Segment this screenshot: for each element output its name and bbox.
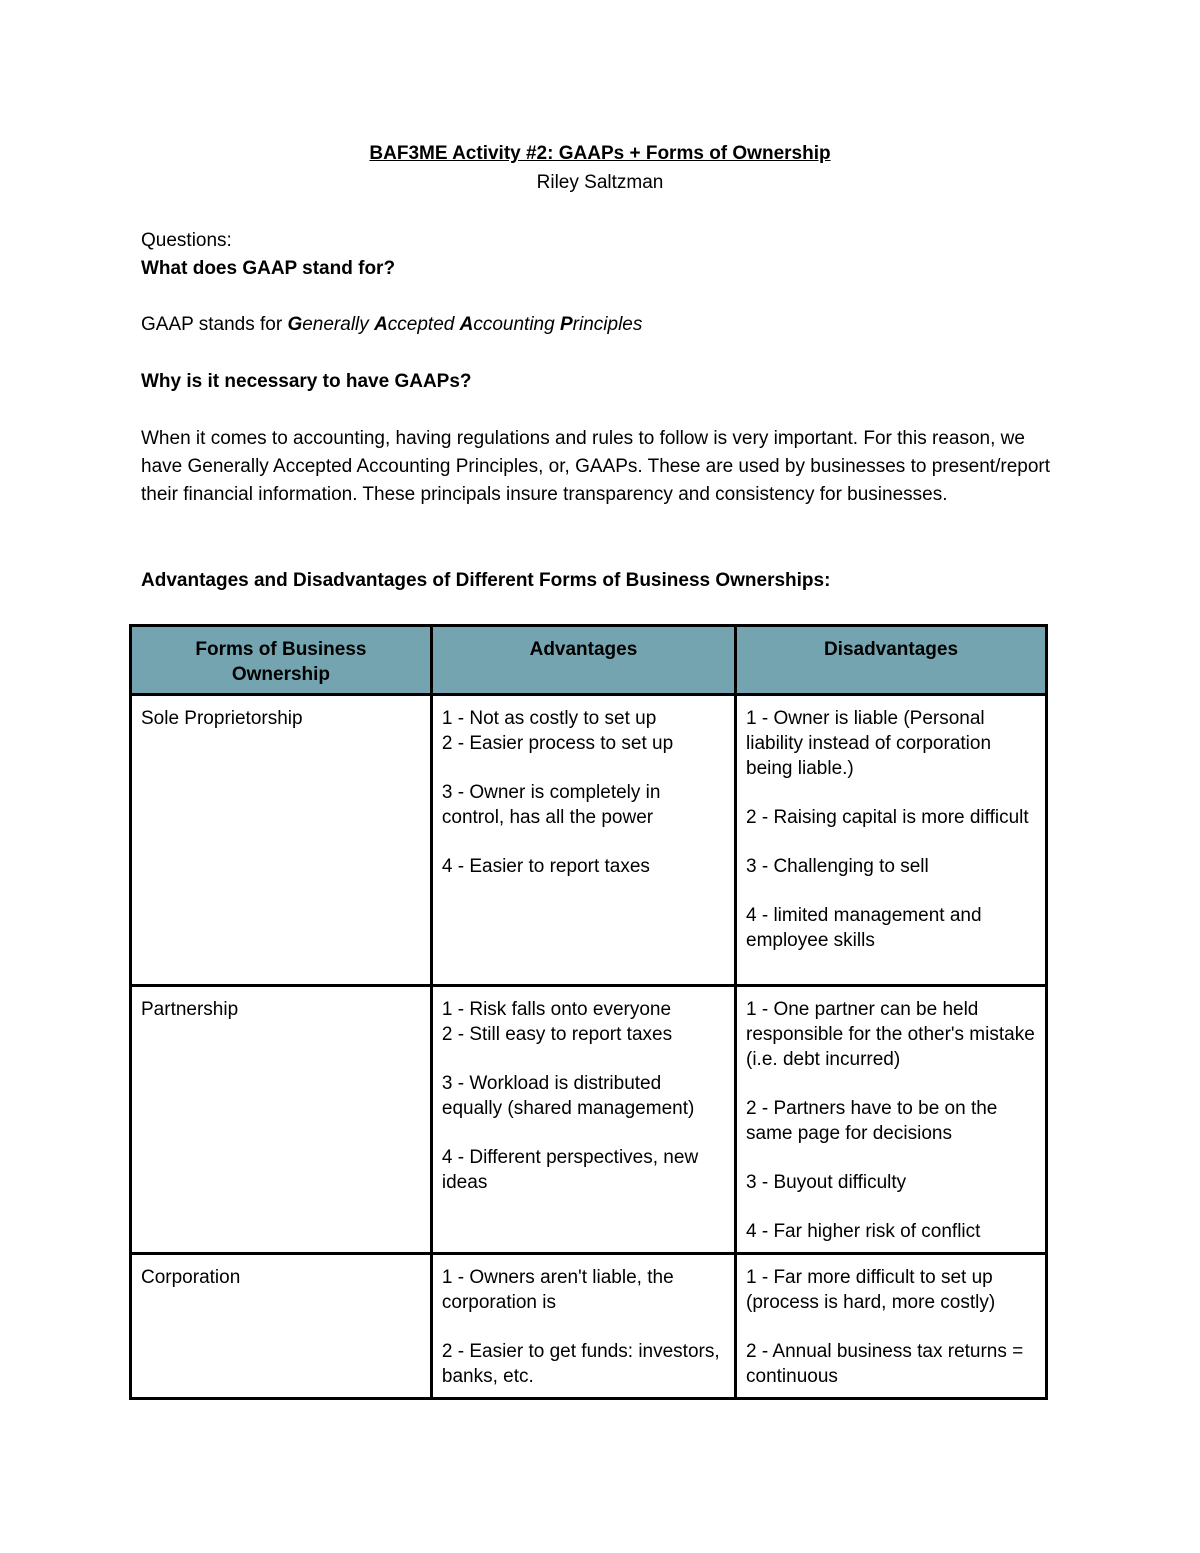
list-item: 2 - Still easy to report taxes	[441, 1024, 673, 1045]
disadvantages-cell	[736, 695, 1047, 986]
table-row	[131, 1254, 1047, 1399]
word-accounting: ccounting	[473, 314, 560, 335]
header-forms: Forms of Business Ownership	[131, 626, 432, 695]
list-item: 2 - Raising capital is more difficult	[746, 807, 1029, 828]
header-advantages: Advantages	[431, 626, 735, 695]
list-item: 4 - Different perspectives, new ideas	[441, 1147, 699, 1193]
list-item: 2 - Partners have to be on the same page for decisions	[746, 1098, 998, 1144]
advantages-cell	[431, 1254, 735, 1399]
list-item: 2 - Easier process to set up	[441, 733, 674, 754]
form-cell: Sole Proprietorship	[131, 695, 432, 986]
form-cell: Partnership	[131, 986, 432, 1254]
list-item: 2 - Easier to get funds: investors, banks, etc.	[441, 1341, 720, 1387]
ownership-table	[129, 624, 1048, 1400]
form-cell: Corporation	[131, 1254, 432, 1399]
list-item: 4 - Far higher risk of conflict	[746, 1221, 981, 1242]
initial-g: G	[287, 314, 303, 335]
list-item: 1 - Owner is liable (Personal liability instead of corporation being liable.)	[746, 708, 992, 779]
table-row	[131, 695, 1047, 986]
answer-2: When it comes to accounting, having regulations and rules to follow is very important. For this reason, we have Generally Accepted Accounting Principles, or, GAAPs. These are used by businesses to present/report their financial information. These principals insure transparency and consistency for businesses.	[141, 428, 1050, 506]
header-disadvantages: Disadvantages	[736, 626, 1047, 695]
word-accepted: ccepted	[387, 314, 460, 335]
answer-1	[141, 311, 1061, 339]
disadvantages-cell	[736, 1254, 1047, 1399]
word-principles: rinciples	[572, 314, 643, 335]
list-item: 3 - Buyout difficulty	[746, 1172, 907, 1193]
question-1: What does GAAP stand for?	[141, 258, 396, 279]
author-name: Riley Saltzman	[536, 172, 664, 193]
initial-a2: A	[459, 314, 474, 335]
table-heading: Advantages and Disadvantages of Different Forms of Business Ownerships:	[141, 570, 831, 591]
question-2: Why is it necessary to have GAAPs?	[141, 371, 472, 392]
disadvantages-cell	[736, 986, 1047, 1254]
table-row	[131, 986, 1047, 1254]
list-item: 1 - Owners aren't liable, the corporation is	[441, 1267, 674, 1313]
list-item: 1 - Far more difficult to set up (process is hard, more costly)	[746, 1267, 996, 1313]
list-item: 2 - Annual business tax returns = continuous	[746, 1341, 1024, 1387]
table-header-row	[131, 626, 1047, 695]
advantages-cell	[431, 695, 735, 986]
list-item: 4 - Easier to report taxes	[441, 856, 650, 877]
list-item: 3 - Owner is completely in control, has all the power	[441, 782, 661, 828]
list-item: 3 - Challenging to sell	[746, 856, 929, 877]
initial-a1: A	[374, 314, 388, 335]
answer-1-prefix: GAAP stands for	[141, 314, 288, 335]
initial-p: P	[559, 314, 573, 335]
list-item: 1 - Risk falls onto everyone	[441, 999, 672, 1020]
list-item: 4 - limited management and employee skills	[746, 905, 982, 951]
list-item: 1 - Not as costly to set up	[441, 708, 657, 729]
list-item: 3 - Workload is distributed equally (shared management)	[441, 1073, 695, 1119]
questions-label: Questions:	[141, 230, 232, 251]
word-generally: enerally	[302, 314, 375, 335]
list-item: 1 - One partner can be held responsible for the other's mistake (i.e. debt incurred)	[746, 999, 1035, 1070]
document-title: BAF3ME Activity #2: GAAPs + Forms of Ownership	[369, 143, 831, 164]
advantages-cell	[431, 986, 735, 1254]
